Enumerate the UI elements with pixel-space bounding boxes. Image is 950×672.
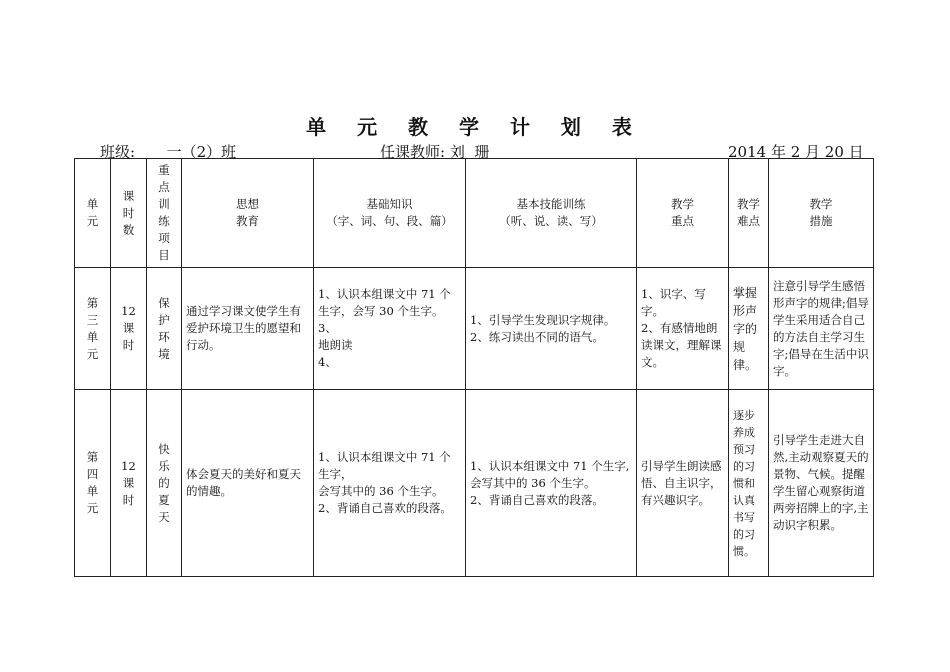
table-row: [75, 390, 874, 577]
header-thought: 思想 教育: [182, 159, 314, 268]
header-difficulty: 教学 难点: [729, 159, 769, 268]
teacher-label: 任课教师:: [380, 143, 446, 161]
cell-difficulty: 逐步养成预习的习惯和认真书写的习惯。: [729, 390, 769, 577]
cell-thought: 通过学习课文使学生有爱护环境卫生的愿望和行动。: [182, 268, 314, 390]
cell-measures: 注意引导学生感悟形声字的规律;倡导学生采用适合自己的方法自主学习生字;倡导在生活中识字。: [769, 268, 874, 390]
cell-hours: 12课时: [111, 390, 147, 577]
cell-measures: 引导学生走进大自然,主动观察夏天的景物、气候。提醒学生留心观察街道两旁招牌上的字,主动识字积累。: [769, 390, 874, 577]
class-value: 一（2）班: [166, 143, 237, 161]
cell-thought: 体会夏天的美好和夏天的情趣。: [182, 390, 314, 577]
cell-skills: 1、引导学生发现识字规律。 2、练习读出不同的语气。: [466, 268, 637, 390]
cell-knowledge: 1、认识本组课文中 71 个生字，会写 30 个生字。 3、 地朗读 4、: [314, 268, 466, 390]
class-label: 班级:: [100, 143, 136, 161]
header-unit: 单元: [75, 159, 111, 268]
cell-key: 引导学生朗读感悟、自主识字，有兴趣识字。: [637, 390, 729, 577]
cell-key: 1、识字、写字。 2、有感情地朗读课文，理解课文。: [637, 268, 729, 390]
cell-difficulty: 掌握形声字的规律。: [729, 268, 769, 390]
cell-unit: 第四单元: [75, 390, 111, 577]
cell-hours: 12课时: [111, 268, 147, 390]
plan-table: [74, 158, 874, 577]
cell-focus: 快乐的夏天: [147, 390, 182, 577]
header-skills: 基本技能训练 （听、说、读、写）: [466, 159, 637, 268]
header-hours: 课时数: [111, 159, 147, 268]
date-info: 2014 年 2 月 20 日: [728, 143, 864, 161]
header-key: 教学 重点: [637, 159, 729, 268]
header-focus: 重点训练项目: [147, 159, 182, 268]
table-row: [75, 268, 874, 390]
header-knowledge: 基础知识 （字、词、句、段、篇）: [314, 159, 466, 268]
cell-skills: 1、认识本组课文中 71 个生字,会写其中的 36 个生字。 2、背诵自己喜欢的段落。: [466, 390, 637, 577]
cell-focus: 保护环境: [147, 268, 182, 390]
page-title: 单 元 教 学 计 划 表: [306, 115, 644, 139]
cell-knowledge: 1、认识本组课文中 71 个生字， 会写其中的 36 个生字。 2、背诵自己喜欢的段落。: [314, 390, 466, 577]
header-measures: 教学 措施: [769, 159, 874, 268]
teacher-value: 刘 珊: [449, 143, 490, 161]
table-header-row: [75, 159, 874, 268]
cell-unit: 第三单元: [75, 268, 111, 390]
